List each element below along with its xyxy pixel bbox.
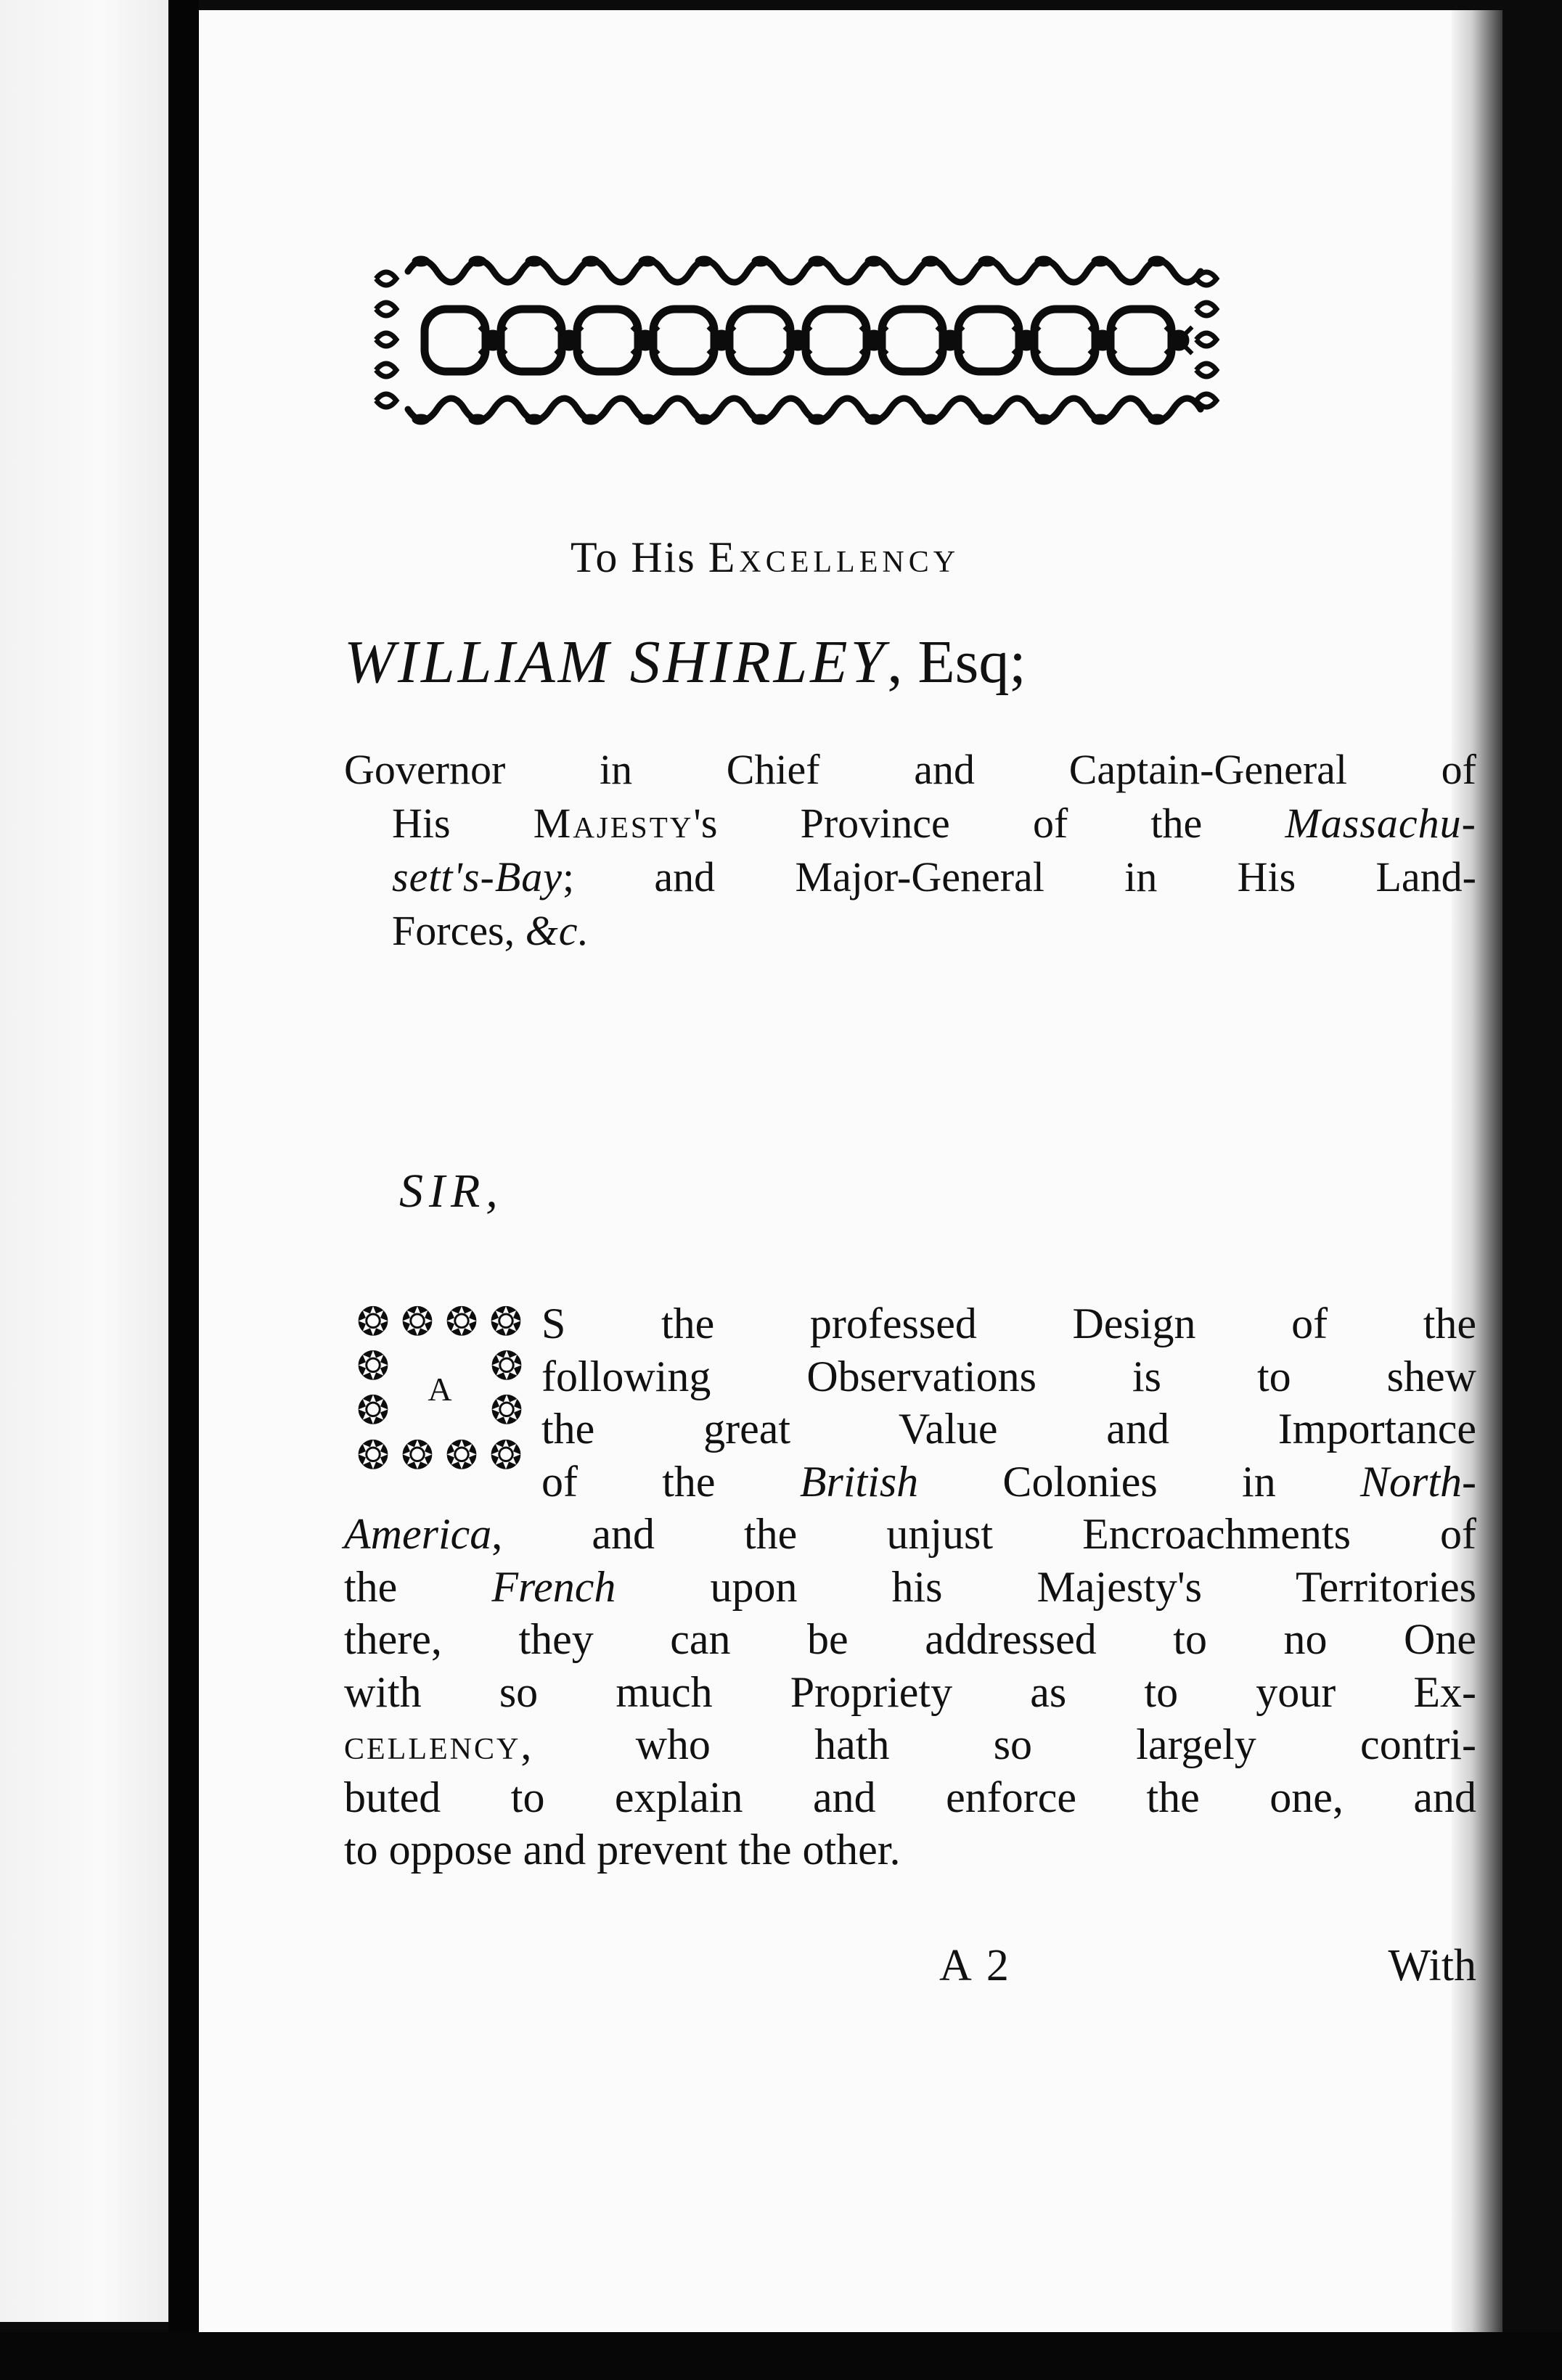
chain-link xyxy=(882,309,943,372)
leaf-bottom xyxy=(639,414,656,424)
fleuron-icon: ❂ xyxy=(356,1434,390,1477)
dedication-body xyxy=(344,1297,1476,1876)
fleuron-icon: ❂ xyxy=(401,1434,434,1477)
leaf-top xyxy=(526,256,543,266)
fleuron-icon: ❂ xyxy=(445,1434,478,1477)
scroll-right xyxy=(1196,333,1217,346)
leaf-top xyxy=(695,256,713,266)
text-run: the xyxy=(344,1562,492,1611)
dedicatee-suffix: , Esq; xyxy=(887,628,1026,696)
text-line xyxy=(344,1297,1476,1350)
leaf-top xyxy=(1148,256,1166,266)
dedicatee-name-line xyxy=(344,627,1026,697)
text-line xyxy=(344,1823,1476,1876)
book-gutter xyxy=(168,0,199,2380)
fleuron-icon: ❂ xyxy=(401,1300,434,1344)
scroll-right xyxy=(1196,394,1217,407)
text-run: Massachu- xyxy=(1285,800,1476,847)
dedicatee-titles xyxy=(344,743,1476,958)
chain-link xyxy=(425,309,486,372)
drop-cap-letter: A xyxy=(428,1370,452,1408)
text-run: French xyxy=(491,1562,616,1611)
fleuron-icon: ❂ xyxy=(489,1300,523,1344)
leaf-bottom xyxy=(752,414,769,424)
leaf-bottom xyxy=(809,414,826,424)
text-run: following Observations is to shew xyxy=(541,1352,1476,1400)
facing-page xyxy=(0,0,168,2322)
text-run: the great Value and Importance xyxy=(541,1405,1476,1453)
leaf-top xyxy=(582,256,600,266)
text-run: upon his Majesty's Territories xyxy=(616,1562,1477,1611)
scan-bottom-edge xyxy=(0,2332,1562,2380)
fleuron-icon: ❂ xyxy=(490,1345,523,1388)
page-footer xyxy=(344,1940,1476,1998)
text-line xyxy=(344,1456,1476,1509)
leaf-bottom xyxy=(1092,414,1109,424)
text-line xyxy=(344,1403,1476,1456)
scroll-right xyxy=(1196,303,1217,316)
text-run: Colonies in xyxy=(918,1457,1360,1506)
signature-mark: A 2 xyxy=(939,1941,1012,1990)
scroll-right xyxy=(1196,364,1217,377)
text-run: Forces, xyxy=(392,907,526,954)
leaf-bottom xyxy=(1148,414,1166,424)
text-line xyxy=(344,1350,1476,1403)
text-run: Majesty xyxy=(533,800,694,847)
fleuron-icon: ❂ xyxy=(445,1300,478,1344)
text-run: there, they can be addressed to no One xyxy=(344,1615,1476,1663)
leaf-top xyxy=(978,256,996,266)
fleuron-icon: ❂ xyxy=(356,1300,390,1344)
text-run: 's Province of the xyxy=(693,800,1285,847)
dedication-address xyxy=(199,533,1331,583)
leaf-top xyxy=(1092,256,1109,266)
text-line xyxy=(344,743,1476,797)
address-prefix: To His xyxy=(570,533,696,581)
text-run: buted to explain and enforce the one, and xyxy=(344,1773,1476,1821)
leaf-bottom xyxy=(922,414,939,424)
text-line xyxy=(344,1771,1476,1824)
chain-link xyxy=(958,309,1019,372)
leaf-top xyxy=(1035,256,1052,266)
scroll-right xyxy=(1196,272,1217,285)
chain-link xyxy=(501,309,562,372)
fleuron-icon: ❂ xyxy=(356,1345,390,1388)
text-line xyxy=(344,850,1476,904)
text-run: His xyxy=(392,800,533,847)
scroll-left xyxy=(376,333,396,346)
chain-link xyxy=(653,309,714,372)
catchword: With xyxy=(1388,1941,1476,1990)
leaf-bottom xyxy=(582,414,600,424)
text-run: , who hath so largely contri- xyxy=(520,1720,1476,1768)
leaf-bottom xyxy=(412,414,430,424)
leaf-top xyxy=(412,256,430,266)
chain-link xyxy=(577,309,638,372)
text-run: British xyxy=(799,1457,919,1506)
text-run: to oppose and prevent the other. xyxy=(344,1826,901,1874)
scroll-left xyxy=(376,303,396,316)
text-line xyxy=(344,904,1476,958)
ornamental-headpiece xyxy=(364,242,1228,438)
leaf-top xyxy=(469,256,486,266)
leaf-top xyxy=(639,256,656,266)
text-line xyxy=(344,1561,1476,1614)
dedicatee-name: WILLIAM SHIRLEY xyxy=(344,628,888,696)
text-run: of the xyxy=(541,1457,800,1506)
text-line xyxy=(344,1508,1476,1561)
book-page xyxy=(199,10,1502,2332)
leaf-bottom xyxy=(978,414,996,424)
leaf-top xyxy=(752,256,769,266)
leaf-top xyxy=(922,256,939,266)
leaf-top xyxy=(809,256,826,266)
fleuron-icon: ❂ xyxy=(489,1434,523,1477)
fleuron-icon: ❂ xyxy=(490,1389,523,1432)
text-run: cellency xyxy=(344,1720,521,1768)
address-title: Excellency xyxy=(708,533,960,581)
text-run: Governor in Chief and Captain-General of xyxy=(344,746,1476,793)
chain-link xyxy=(729,309,790,372)
text-run: , and the unjust Encroachments of xyxy=(491,1510,1476,1558)
text-run: sett's-Bay xyxy=(392,853,563,900)
text-run: North- xyxy=(1359,1457,1477,1506)
leaf-top xyxy=(865,256,883,266)
text-run: with so much Propriety as to your Ex- xyxy=(344,1667,1476,1716)
scroll-left xyxy=(376,272,396,285)
leaf-bottom xyxy=(1035,414,1052,424)
scroll-left xyxy=(376,364,396,377)
fleuron-icon: ❂ xyxy=(356,1389,390,1432)
scroll-left xyxy=(376,394,396,407)
text-line xyxy=(344,1718,1476,1771)
leaf-bottom xyxy=(526,414,543,424)
chain-link xyxy=(1034,309,1095,372)
text-line xyxy=(344,1613,1476,1666)
text-line xyxy=(344,797,1476,850)
text-run: &c. xyxy=(525,907,589,954)
chain-link xyxy=(806,309,867,372)
text-run: S the professed Design of the xyxy=(541,1300,1476,1347)
text-run: America xyxy=(344,1510,492,1558)
leaf-bottom xyxy=(469,414,486,424)
text-line xyxy=(344,1666,1476,1719)
salutation: SIR, xyxy=(399,1165,504,1218)
leaf-bottom xyxy=(695,414,713,424)
text-run: ; and Major-General in His Land- xyxy=(563,853,1476,900)
chain-link xyxy=(1111,309,1172,372)
leaf-bottom xyxy=(865,414,883,424)
